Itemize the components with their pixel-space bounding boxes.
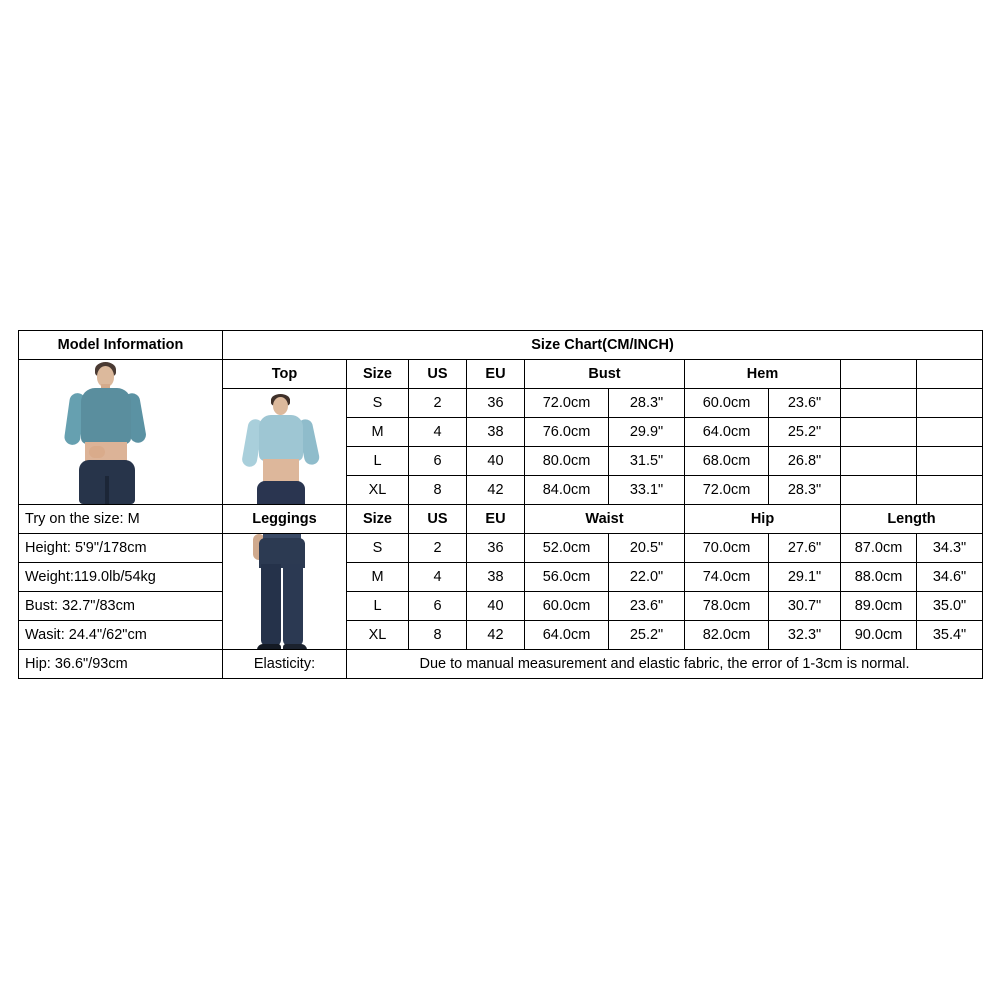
cell-bust-cm: 80.0cm xyxy=(525,447,609,476)
cell-us: 8 xyxy=(409,476,467,505)
cell-bust-cm: 72.0cm xyxy=(525,389,609,418)
model-hip-text: Hip: 36.6"/93cm xyxy=(19,650,223,679)
leggings-col-hip: Hip xyxy=(685,505,841,534)
cell-hip-in: 29.1" xyxy=(769,563,841,592)
cell-hem-cm: 60.0cm xyxy=(685,389,769,418)
cell-hem-in: 23.6" xyxy=(769,389,841,418)
cell-spacer-2 xyxy=(917,476,983,505)
leggings-col-us: US xyxy=(409,505,467,534)
top-col-size: Size xyxy=(347,360,409,389)
leggings-col-length: Length xyxy=(841,505,983,534)
leggings-col-waist: Waist xyxy=(525,505,685,534)
top-garment-body-shape xyxy=(259,415,303,461)
top-col-hem: Hem xyxy=(685,360,841,389)
cell-us: 2 xyxy=(409,389,467,418)
cell-hem-in: 26.8" xyxy=(769,447,841,476)
cell-size: M xyxy=(347,563,409,592)
model-top-garment-shape xyxy=(81,388,131,444)
cell-bust-in: 28.3" xyxy=(609,389,685,418)
try-on-size-text: Try on the size: M xyxy=(19,505,223,534)
top-col-us: US xyxy=(409,360,467,389)
cell-us: 4 xyxy=(409,418,467,447)
model-hand-shape xyxy=(89,446,105,458)
cell-size: S xyxy=(347,389,409,418)
model-height-text: Height: 5'9"/178cm xyxy=(19,534,223,563)
leggings-label-cell: Leggings xyxy=(223,505,347,534)
cell-hip-in: 27.6" xyxy=(769,534,841,563)
leggings-left-leg-shape xyxy=(261,564,281,646)
cell-hem-cm: 68.0cm xyxy=(685,447,769,476)
cell-waist-cm: 64.0cm xyxy=(525,621,609,650)
cell-us: 6 xyxy=(409,592,467,621)
cell-eu: 36 xyxy=(467,389,525,418)
leggings-col-size: Size xyxy=(347,505,409,534)
size-chart-container xyxy=(18,330,982,679)
cell-waist-cm: 60.0cm xyxy=(525,592,609,621)
cell-length-in: 34.3" xyxy=(917,534,983,563)
cell-spacer-2 xyxy=(917,447,983,476)
cell-hip-cm: 82.0cm xyxy=(685,621,769,650)
leggings-right-shoe-shape xyxy=(283,644,307,649)
cell-hip-cm: 74.0cm xyxy=(685,563,769,592)
top-col-spacer-2 xyxy=(917,360,983,389)
model-wearing-set-photo xyxy=(19,360,222,504)
elasticity-note: Due to manual measurement and elastic fabric, the error of 1-3cm is normal. xyxy=(347,650,983,679)
cell-eu: 40 xyxy=(467,447,525,476)
cell-size: L xyxy=(347,592,409,621)
cell-eu: 36 xyxy=(467,534,525,563)
leggings-left-shoe-shape xyxy=(257,644,281,649)
model-information-header: Model Information xyxy=(19,331,223,360)
table-row xyxy=(19,592,983,621)
table-row xyxy=(19,621,983,650)
top-col-spacer-1 xyxy=(841,360,917,389)
cell-waist-cm: 52.0cm xyxy=(525,534,609,563)
top-product-photo xyxy=(223,389,346,504)
cell-waist-cm: 56.0cm xyxy=(525,563,609,592)
cell-size: XL xyxy=(347,621,409,650)
cell-waist-in: 22.0" xyxy=(609,563,685,592)
cell-spacer-1 xyxy=(841,418,917,447)
size-chart-header: Size Chart(CM/INCH) xyxy=(223,331,983,360)
cell-hem-in: 25.2" xyxy=(769,418,841,447)
cell-eu: 42 xyxy=(467,476,525,505)
cell-hem-in: 28.3" xyxy=(769,476,841,505)
table-row-top-headers xyxy=(19,360,983,389)
cell-us: 2 xyxy=(409,534,467,563)
cell-spacer-1 xyxy=(841,447,917,476)
cell-hem-cm: 64.0cm xyxy=(685,418,769,447)
cell-size: L xyxy=(347,447,409,476)
table-row xyxy=(19,563,983,592)
table-row-elasticity xyxy=(19,650,983,679)
cell-us: 6 xyxy=(409,447,467,476)
cell-hip-in: 32.3" xyxy=(769,621,841,650)
cell-eu: 38 xyxy=(467,563,525,592)
cell-spacer-2 xyxy=(917,418,983,447)
model-weight-text: Weight:119.0lb/54kg xyxy=(19,563,223,592)
cell-size: M xyxy=(347,418,409,447)
leggings-right-leg-shape xyxy=(283,564,303,646)
cell-length-in: 35.0" xyxy=(917,592,983,621)
cell-length-cm: 89.0cm xyxy=(841,592,917,621)
model-waist-text: Wasit: 24.4"/62"cm xyxy=(19,621,223,650)
cell-eu: 38 xyxy=(467,418,525,447)
cell-length-cm: 87.0cm xyxy=(841,534,917,563)
top-photo-cell xyxy=(223,389,347,505)
model-photo-cell xyxy=(19,360,223,505)
cell-length-in: 35.4" xyxy=(917,621,983,650)
leggings-product-photo xyxy=(223,534,346,649)
top-col-bust: Bust xyxy=(525,360,685,389)
cell-hem-cm: 72.0cm xyxy=(685,476,769,505)
cell-size: S xyxy=(347,534,409,563)
cell-us: 8 xyxy=(409,621,467,650)
cell-length-cm: 88.0cm xyxy=(841,563,917,592)
cell-spacer-2 xyxy=(917,389,983,418)
cell-bust-in: 33.1" xyxy=(609,476,685,505)
cell-hip-cm: 70.0cm xyxy=(685,534,769,563)
cell-spacer-1 xyxy=(841,389,917,418)
cell-waist-in: 23.6" xyxy=(609,592,685,621)
model-bust-text: Bust: 32.7"/83cm xyxy=(19,592,223,621)
leggings-photo-cell xyxy=(223,534,347,650)
cell-size: XL xyxy=(347,476,409,505)
cell-bust-cm: 76.0cm xyxy=(525,418,609,447)
cell-bust-in: 29.9" xyxy=(609,418,685,447)
cell-us: 4 xyxy=(409,563,467,592)
cell-hip-in: 30.7" xyxy=(769,592,841,621)
cell-spacer-1 xyxy=(841,476,917,505)
cell-eu: 40 xyxy=(467,592,525,621)
cell-bust-in: 31.5" xyxy=(609,447,685,476)
cell-eu: 42 xyxy=(467,621,525,650)
model-leg-gap-shape xyxy=(105,476,109,504)
top-col-eu: EU xyxy=(467,360,525,389)
top-model-head-shape xyxy=(273,397,288,415)
size-chart-table xyxy=(18,330,983,679)
cell-length-in: 34.6" xyxy=(917,563,983,592)
table-row xyxy=(19,534,983,563)
cell-waist-in: 25.2" xyxy=(609,621,685,650)
cell-bust-cm: 84.0cm xyxy=(525,476,609,505)
top-model-pants-shape xyxy=(257,481,305,504)
cell-hip-cm: 78.0cm xyxy=(685,592,769,621)
cell-waist-in: 20.5" xyxy=(609,534,685,563)
top-label-cell: Top xyxy=(223,360,347,389)
cell-length-cm: 90.0cm xyxy=(841,621,917,650)
table-row-leggings-headers xyxy=(19,505,983,534)
leggings-col-eu: EU xyxy=(467,505,525,534)
elasticity-label: Elasticity: xyxy=(223,650,347,679)
table-row-main-headers xyxy=(19,331,983,360)
